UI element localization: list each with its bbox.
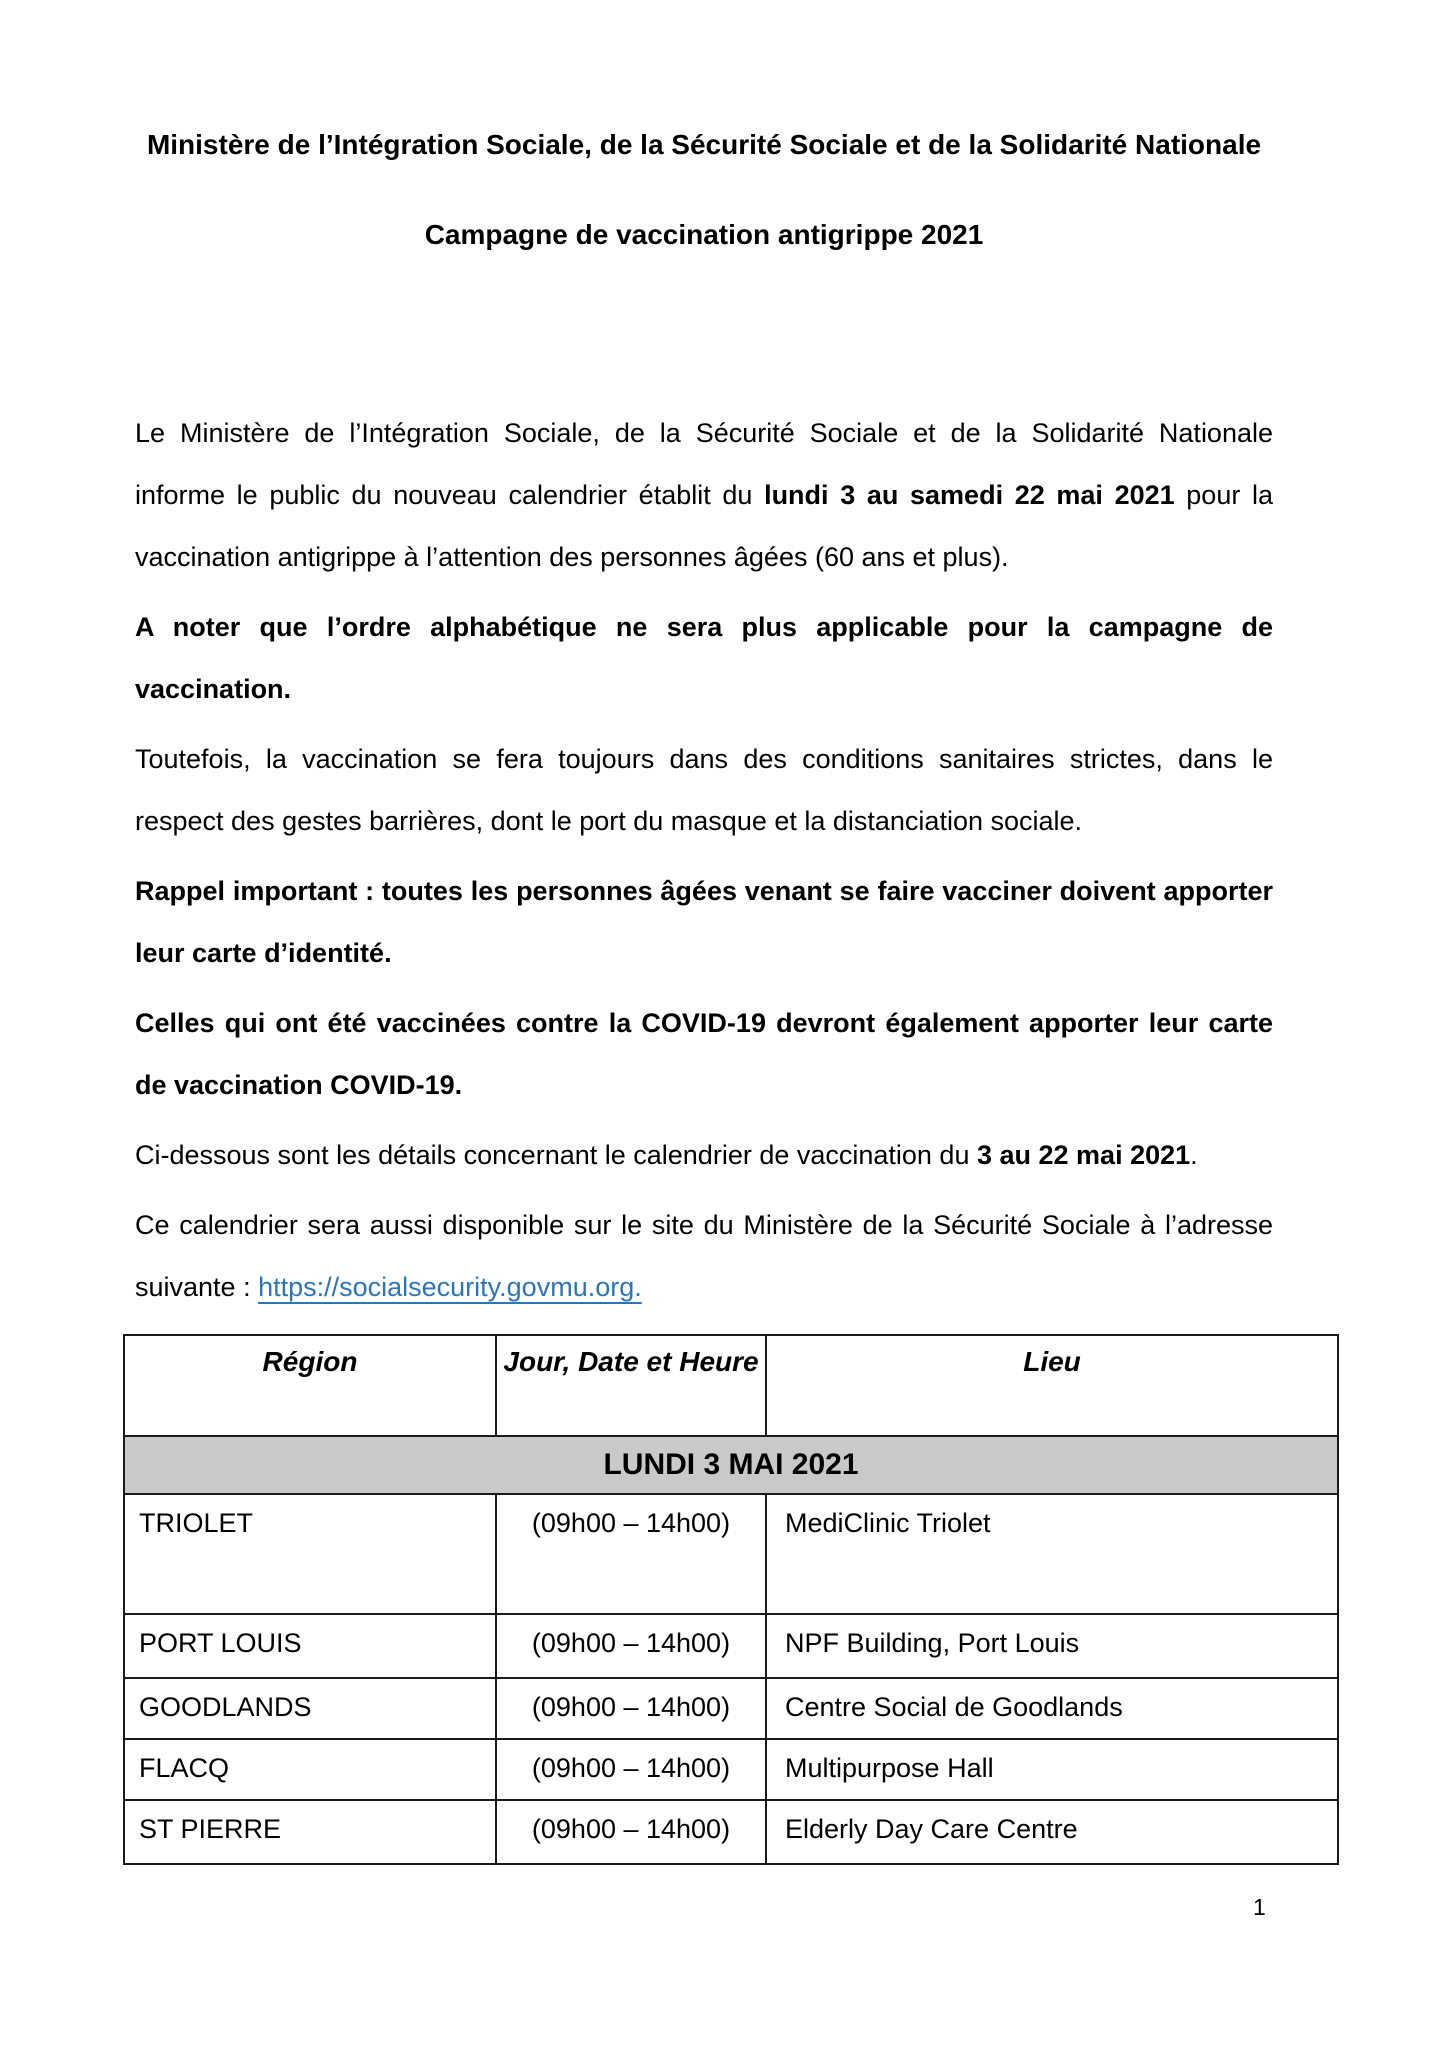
table-row (124, 1800, 1338, 1864)
table-header-datetime: Jour, Date et Heure (496, 1335, 766, 1436)
paragraph-intro (135, 402, 1273, 588)
table-row (124, 1678, 1338, 1739)
paragraph-details-post: . (1190, 1140, 1198, 1170)
time-cell: (09h00 – 14h00) (496, 1494, 766, 1614)
region-cell: TRIOLET (124, 1494, 496, 1614)
lieu-cell: MediClinic Triolet (766, 1494, 1338, 1614)
table-row (124, 1494, 1338, 1614)
paragraph-covid-card: Celles qui ont été vaccinées contre la COVID-19 devront également apporter leur carte de vaccination COVID-19. (135, 1008, 1273, 1100)
region-cell: ST PIERRE (124, 1800, 496, 1864)
time-cell: (09h00 – 14h00) (496, 1800, 766, 1864)
page-number: 1 (1253, 1894, 1266, 1920)
time-cell: (09h00 – 14h00) (496, 1739, 766, 1800)
paragraph-details-pre: Ci-dessous sont les détails concernant le calendrier de vaccination du (135, 1140, 977, 1170)
region-cell: FLACQ (124, 1739, 496, 1800)
lieu-cell: NPF Building, Port Louis (766, 1614, 1338, 1678)
paragraph-details-dates-bold: 3 au 22 mai 2021 (976, 1140, 1191, 1170)
paragraph-website-pre: Ce calendrier sera aussi disponible sur le site du Ministère de la Sécurité Sociale à l’adresse suivante : (135, 1210, 1273, 1302)
lieu-cell: Multipurpose Hall (766, 1739, 1338, 1800)
paragraph-details-below (135, 1124, 1273, 1186)
table-header-lieu: Lieu (766, 1335, 1338, 1436)
time-cell: (09h00 – 14h00) (496, 1678, 766, 1739)
table-row (124, 1614, 1338, 1678)
document-title: Ministère de l’Intégration Sociale, de la Sécurité Sociale et de la Solidarité Nationale (146, 129, 1262, 160)
region-cell: PORT LOUIS (124, 1614, 496, 1678)
region-cell: GOODLANDS (124, 1678, 496, 1739)
day-banner-label: LUNDI 3 MAI 2021 (124, 1436, 1338, 1494)
paragraph-id-card-reminder: Rappel important : toutes les personnes âgées venant se faire vacciner doivent apporter leur carte d’identité. (135, 876, 1273, 968)
paragraph-sanitary-conditions: Toutefois, la vaccination se fera toujours dans des conditions sanitaires strictes, dans le respect des gestes barrières, dont le port du masque et la distanciation sociale. (135, 744, 1273, 836)
social-security-link[interactable]: https://socialsecurity.govmu.org. (258, 1272, 642, 1302)
lieu-cell: Elderly Day Care Centre (766, 1800, 1338, 1864)
paragraph-intro-dates-bold: lundi 3 au samedi 22 mai 2021 (764, 480, 1175, 510)
document-subtitle: Campagne de vaccination antigrippe 2021 (424, 219, 984, 250)
vaccination-schedule-table (123, 1334, 1339, 1865)
time-cell: (09h00 – 14h00) (496, 1614, 766, 1678)
day-banner-row (124, 1436, 1338, 1494)
paragraph-intro-post: pour la vaccination antigrippe à l’attention des personnes âgées (60 ans et plus). (135, 480, 1273, 572)
table-header-row (124, 1335, 1338, 1436)
paragraph-intro-pre: Le Ministère de l’Intégration Sociale, de la Sécurité Sociale et de la Solidarité Nationale informe le public du nouveau calendrier établit du (135, 418, 1273, 510)
lieu-cell: Centre Social de Goodlands (766, 1678, 1338, 1739)
paragraph-alphabetical-note: A noter que l’ordre alphabétique ne sera plus applicable pour la campagne de vaccination. (135, 612, 1273, 704)
paragraph-website (135, 1194, 1273, 1318)
body-text (135, 402, 1273, 1318)
table-row (124, 1739, 1338, 1800)
table-header-region: Région (124, 1335, 496, 1436)
